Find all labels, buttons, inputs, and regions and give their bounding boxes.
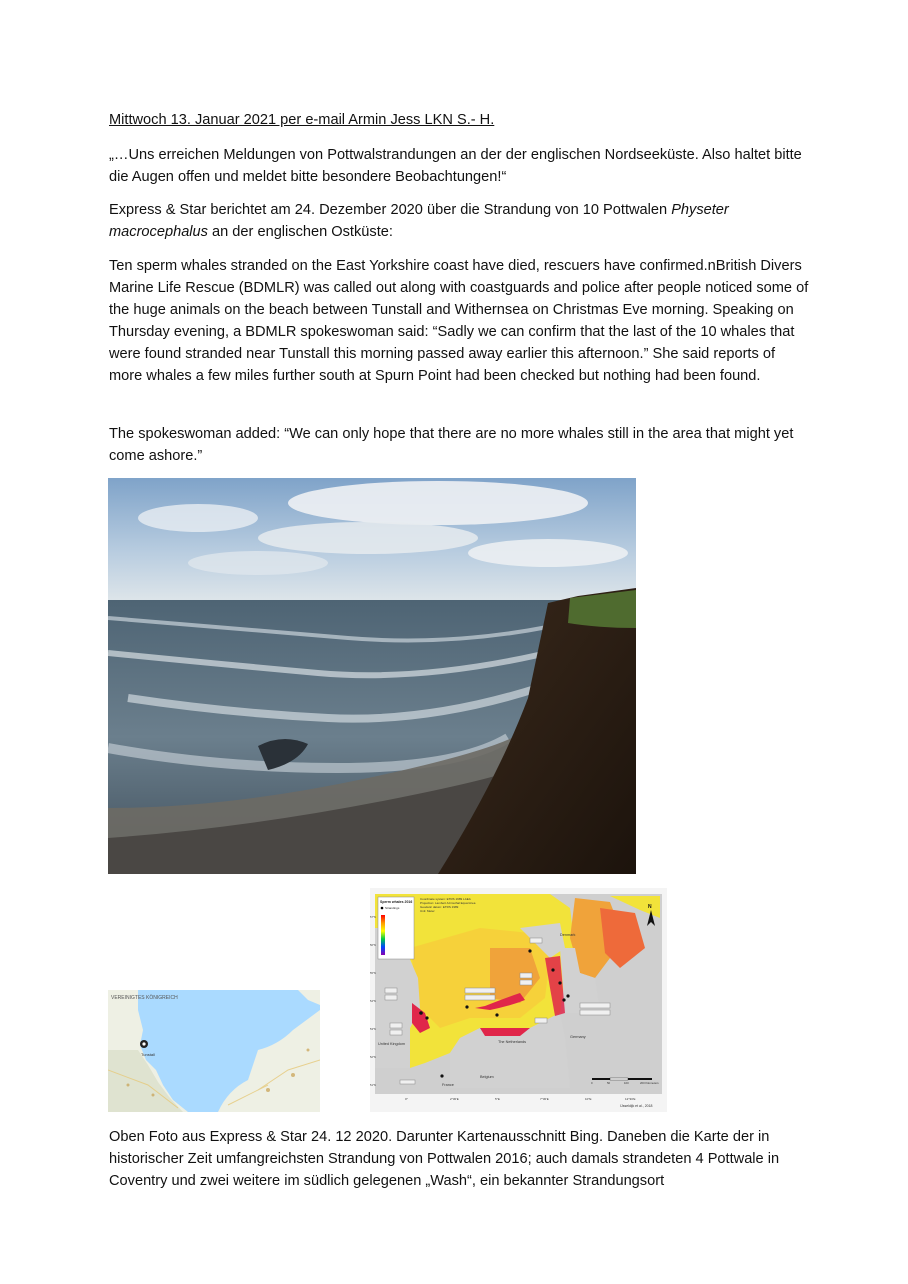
lat-label-5: 52°N — [370, 1056, 376, 1059]
map-label-uk: United Kingdom — [378, 1042, 406, 1046]
lon-label-0: 0° — [405, 1097, 408, 1101]
intro-after: an der englischen Ostküste: — [207, 224, 393, 240]
bing-map-pin-label: Tunstall — [141, 1052, 155, 1057]
page-heading: Mittwoch 13. Januar 2021 per e-mail Armin Jess LKN S.- H. — [109, 112, 495, 128]
scale-bar — [592, 1078, 652, 1080]
lat-label-6: 51°N — [370, 1084, 376, 1087]
map-info-line-2: Projection: Lambert Azimuthal Equal Area — [420, 901, 476, 905]
species-name: Physeter macrocephalus — [109, 202, 729, 240]
scale-label-100: 100 — [624, 1081, 629, 1085]
map-label-be: Belgium — [480, 1075, 494, 1079]
map-legend-item: Strandings — [385, 906, 400, 910]
scale-label-0: 0 — [591, 1081, 593, 1085]
map-label-de: Germany — [570, 1035, 586, 1039]
map-label-fr: France — [442, 1083, 454, 1087]
map-info-line-3: Geodetic datum: ETRS 1989 — [420, 905, 459, 909]
map-info-line-4: Unit: Meter — [420, 909, 435, 913]
article-paragraph-2: The spokeswoman added: “We can only hope that there are no more whales still in the area that might yet come ashore.” — [109, 426, 794, 464]
intro-paragraph — [109, 199, 809, 243]
map-label-dk: Denmark — [560, 933, 576, 937]
lat-label-0: 57°N — [370, 916, 376, 919]
map-north-label: N — [648, 904, 652, 910]
lat-label-1: 56°N — [370, 944, 376, 947]
quote-paragraph: „…Uns erreichen Meldungen von Pottwalstrandungen an der der englischen Nordseeküste. Also haltet bitte die Augen offen und meldet bitte besondere Beobachtungen!“ — [109, 147, 802, 185]
bing-map-label-uk: VEREINIGTES KÖNIGREICH — [111, 995, 178, 1001]
lat-label-2: 55°N — [370, 972, 376, 975]
article-paragraph: Ten sperm whales stranded on the East Yorkshire coast have died, rescuers have confirmed.nBritish Divers Marine Life Rescue (BDMLR) was called out along with coastguards and police after people noticed some of the huge animals on the beach between Tunstall and Withernsea on Christmas Eve morning. Speaking on Thursday evening, a BDMLR spokeswoman said: “Sadly we can confirm that the last of the 10 whales that were found stranded near Tunstall this morning passed away earlier this afternoon.” She said reports of more whales a few miles further south at Spurn Point had been checked but nothing had been found. — [109, 258, 809, 384]
bing-map — [108, 990, 320, 1112]
lat-label-3: 54°N — [370, 1000, 376, 1003]
stranded-whale-photo — [108, 478, 636, 874]
lon-label-5: 12°30'E — [625, 1097, 636, 1101]
intro-before: Express & Star berichtet am 24. Dezember 2020 über die Strandung von 10 Pottwalen — [109, 202, 672, 218]
scale-label-50: 50 — [607, 1081, 611, 1085]
lon-label-1: 2°30'E — [450, 1097, 459, 1101]
map-legend-title: Sperm whales 2016 — [380, 900, 413, 904]
map-credit: IJsseldijk et al., 2018 — [620, 1104, 653, 1108]
lat-label-4: 53°N — [370, 1028, 376, 1031]
map-info-line-1: Coordinate system: ETRS 1989 LAEA — [420, 897, 471, 901]
location-pin-icon — [140, 1040, 148, 1048]
lon-label-3: 7°30'E — [540, 1097, 549, 1101]
sperm-whale-stranding-map — [370, 888, 667, 1112]
lon-label-4: 10°E — [585, 1097, 592, 1101]
figure-caption: Oben Foto aus Express & Star 24. 12 2020. Darunter Kartenausschnitt Bing. Daneben die Karte der in historischer Zeit umfangreichsten Strandung von Pottwalen 2016; auch damals strandeten 4 Pottwale in Coventry und zwei weitere im südlich gelegenen „Wash“, ein bekannter Strandungsort — [109, 1129, 780, 1189]
map-label-nl: The Netherlands — [498, 1040, 527, 1044]
scale-label-200: 200 Kilometers — [640, 1081, 659, 1085]
lon-label-2: 5°E — [495, 1097, 500, 1101]
